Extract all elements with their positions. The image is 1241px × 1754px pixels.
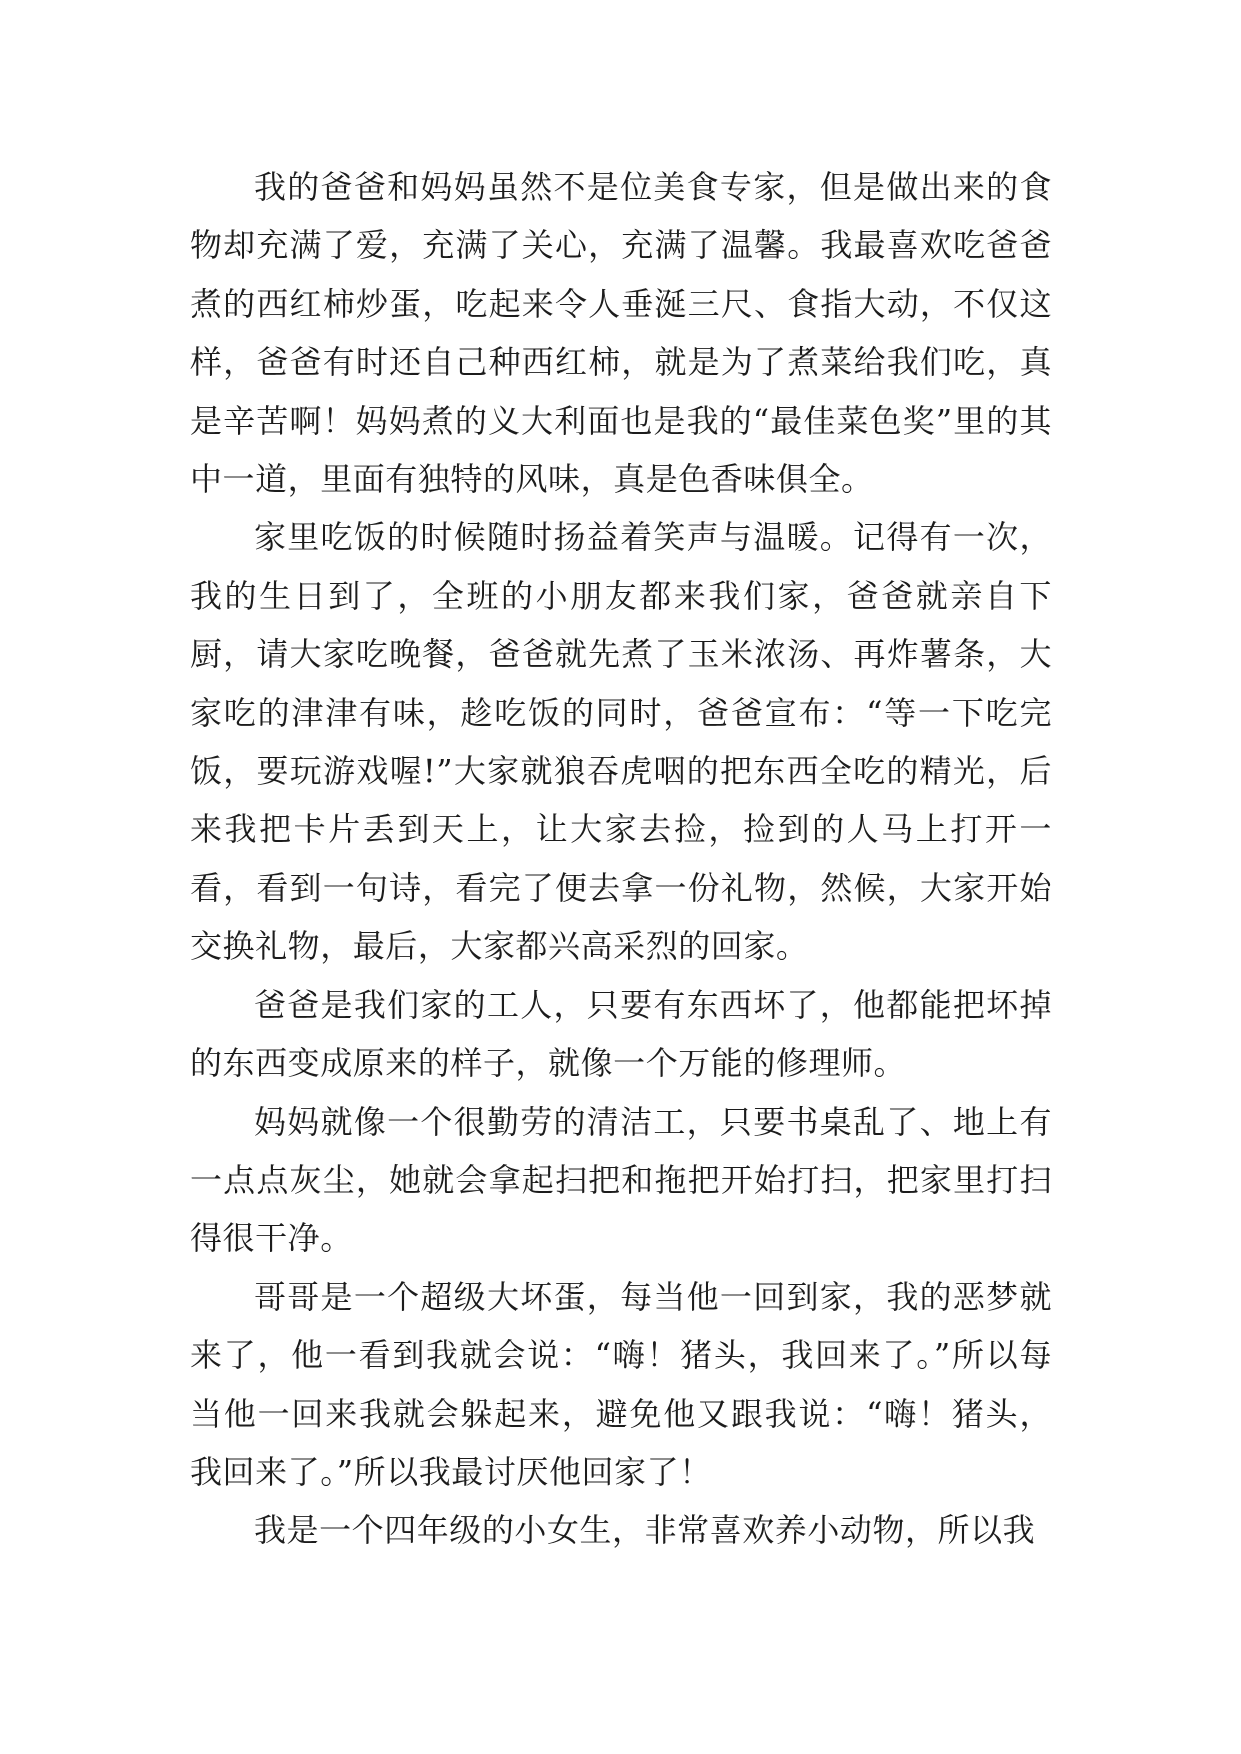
- paragraph-father: 爸爸是我们家的工人，只要有东西坏了，他都能把坏掉的东西变成原来的样子，就像一个万能的修理师。: [190, 985, 1052, 1083]
- paragraph-mother: 妈妈就像一个很勤劳的清洁工，只要书桌乱了、地上有一点点灰尘，她就会拿起扫把和拖把开始打扫，把家里打扫得很干净。: [190, 1102, 1052, 1258]
- paragraph-food: 我的爸爸和妈妈虽然不是位美食专家，但是做出来的食物却充满了爱，充满了关心，充满了温馨。我最喜欢吃爸爸煮的西红柿炒蛋，吃起来令人垂涎三尺、食指大动，不仅这样，爸爸有时还自己种西红柿，就是为了煮菜给我们吃，真是辛苦啊！妈妈煮的义大利面也是我的“最佳菜色奖”里的其中一道，里面有独特的风味，真是色香味俱全。: [190, 168, 1052, 499]
- essay-body: [190, 158, 1052, 1560]
- paragraph-self: 我是一个四年级的小女生，非常喜欢养小动物，所以我: [254, 1511, 1036, 1550]
- paragraph-birthday: 家里吃饭的时候随时扬益着笑声与温暖。记得有一次，我的生日到了，全班的小朋友都来我们家，爸爸就亲自下厨，请大家吃晚餐，爸爸就先煮了玉米浓汤、再炸薯条，大家吃的津津有味，趁吃饭的同时，爸爸宣布：“等一下吃完饭，要玩游戏喔!”大家就狼吞虎咽的把东西全吃的精光，后来我把卡片丢到天上，让大家去捡，捡到的人马上打开一看，看到一句诗，看完了便去拿一份礼物，然候，大家开始交换礼物，最后，大家都兴高采烈的回家。: [190, 518, 1052, 966]
- paragraph-brother: 哥哥是一个超级大坏蛋，每当他一回到家，我的恶梦就来了，他一看到我就会说：“嗨！猪头，我回来了。”所以每当他一回来我就会躲起来，避免他又跟我说：“嗨！猪头，我回来了。”所以我最讨厌他回家了！: [190, 1277, 1052, 1491]
